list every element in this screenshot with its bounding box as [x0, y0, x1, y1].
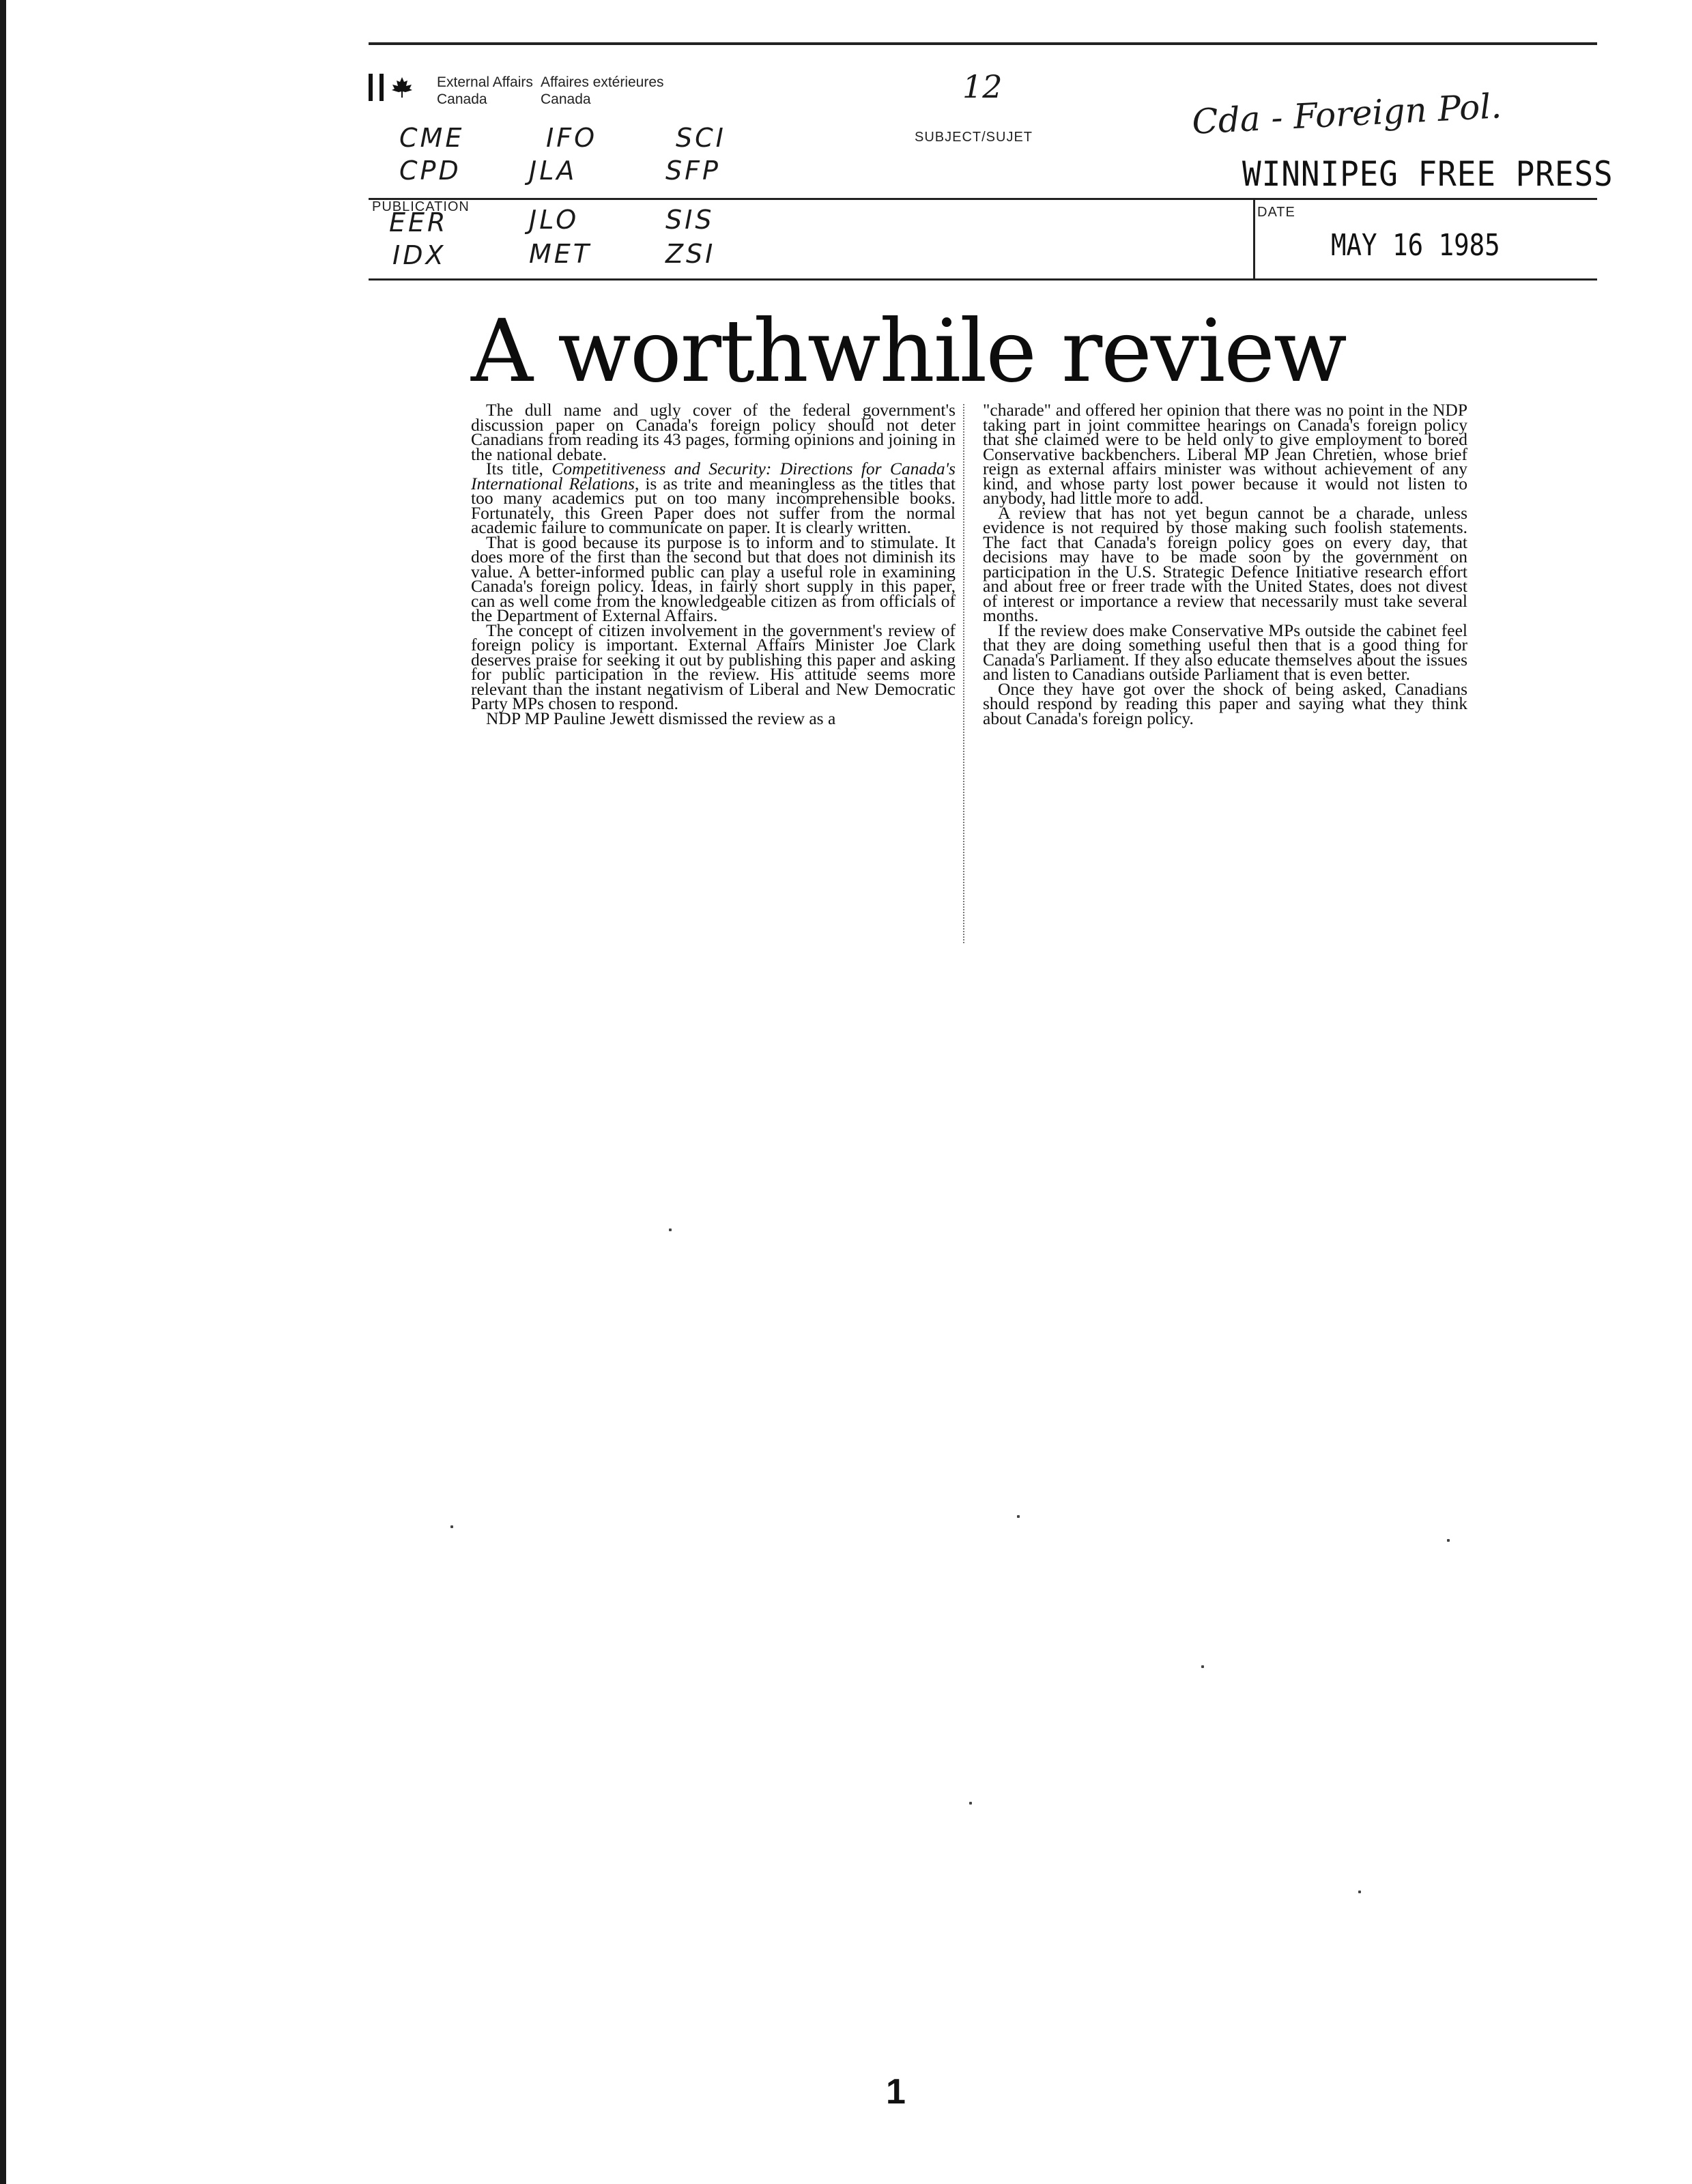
routing-code: EER — [389, 207, 448, 238]
handwritten-page-mark: 12 — [962, 68, 1003, 105]
routing-code: JLA — [529, 156, 577, 186]
routing-code: JLO — [529, 205, 579, 235]
article-paragraph: Once they have got over the shock of being asked, Canadians should respond by reading this paper and saying what they think about Canada's foreign policy. — [983, 678, 1467, 728]
scan-speck — [1017, 1515, 1020, 1518]
routing-code: SCI — [676, 123, 726, 153]
header-top-rule — [369, 42, 1597, 45]
routing-code: CPD — [399, 156, 461, 186]
scan-speck — [669, 1228, 672, 1231]
article-paragraph: NDP MP Pauline Jewett dismissed the review as a — [486, 708, 836, 728]
page-number: 1 — [886, 2072, 906, 2112]
scan-edge — [0, 0, 6, 2184]
article-paragraph: That is good because its purpose is to inform and to stimulate. It does more of the first than the second but that does not diminish its value. A better-informed public can play a useful role in examining Canada's foreign policy. Ideas, in fairly short supply in this paper, can as well come from the knowledgeable citizen as from officials of the Department of External Affairs. — [471, 532, 956, 625]
routing-code: CME — [399, 123, 465, 153]
scan-speck — [1201, 1665, 1204, 1668]
header-bottom-rule — [369, 278, 1597, 281]
routing-code: ZSI — [665, 239, 716, 269]
scan-speck — [1358, 1891, 1361, 1893]
article-column-left — [471, 400, 956, 728]
article-paragraph — [471, 461, 956, 535]
government-logo — [369, 74, 414, 101]
flag-icon — [369, 74, 384, 101]
routing-code: SIS — [665, 205, 715, 235]
header-middle-rule — [369, 198, 1597, 200]
publication-stamp: WINNIPEG FREE PRESS — [1242, 154, 1614, 194]
article-paragraph: "charade" and offered her opinion that there was no point in the NDP taking part in joint committee hearings on Canada's foreign policy that she claimed were to be held only to give employment to bored Conservative backbenchers. Liberal MP Jean Chretien, whose brief reign as external affairs minister was without achievement of any kind, and whose party lost power because it would not listen to anybody, had little more to add. — [983, 400, 1467, 508]
article-paragraph: If the review does make Conservative MPs outside the cabinet feel that they are doing something useful then that is a good thing for Canada's Parliament. If they also educate themselves about the issues and listen to Canadians outside Parliament that is even better. — [983, 620, 1467, 684]
department-line: Affaires extérieures — [541, 74, 664, 90]
text-run: Its title, — [486, 459, 552, 478]
scan-speck — [969, 1802, 972, 1805]
department-line: External Affairs — [437, 74, 533, 90]
publication-label: PUBLICATION — [372, 199, 470, 214]
subject-label: SUBJECT/SUJET — [915, 130, 1033, 145]
routing-code: MET — [529, 239, 592, 269]
date-label: DATE — [1257, 205, 1295, 220]
maple-leaf-icon — [390, 76, 414, 99]
article-column-right — [983, 400, 1467, 728]
date-stamp: MAY 16 1985 — [1331, 228, 1500, 263]
scan-speck — [1447, 1539, 1450, 1542]
article-paragraph: The dull name and ugly cover of the federal government's discussion paper on Canada's foreign policy should not deter Canadians from reading its 43 pages, forming opinions and joining in the national debate. — [471, 400, 956, 464]
routing-code: SFP — [665, 156, 721, 186]
scan-speck — [450, 1525, 453, 1528]
handwritten-subject-note: Cda - Foreign Pol. — [1191, 86, 1503, 142]
country-line: Canada — [437, 91, 487, 107]
text-run: , is as trite and meaningless as the titles that too many academics put on too many incomprehensible books. Fortunately, this Green Paper does not suffer from the normal academic failure to communicate on paper. It is clearly written. — [471, 473, 956, 537]
date-box-divider — [1253, 198, 1255, 278]
country-line: Canada — [541, 91, 591, 107]
routing-code: IFO — [546, 123, 597, 153]
document-title-italic: Competitiveness and Security: Directions for Canada's International Relations — [471, 459, 956, 493]
department-name-english — [437, 74, 533, 108]
column-divider — [963, 404, 964, 943]
department-name-french — [541, 74, 664, 108]
routing-code: IDX — [392, 240, 446, 270]
article-headline: A worthwhile review — [471, 301, 1346, 401]
article-paragraph: The concept of citizen involvement in the government's review of foreign policy is important. External Affairs Minister Joe Clark deserves praise for seeking it out by publishing this paper and asking for public participation in the review. His attitude seems more relevant than the instant negativism of Liberal and New Democratic Party MPs chosen to respond. — [471, 620, 956, 713]
article-paragraph: A review that has not yet begun cannot be a charade, unless evidence is not required by those making such foolish statements. The fact that Canada's foreign policy goes on every day, that decisions may have to be made soon by the government on participation in the U.S. Strategic Defence Initiative research effort and about free or freer trade with the United States, does not divest of interest or importance a review that necessarily must take several months. — [983, 502, 1467, 625]
